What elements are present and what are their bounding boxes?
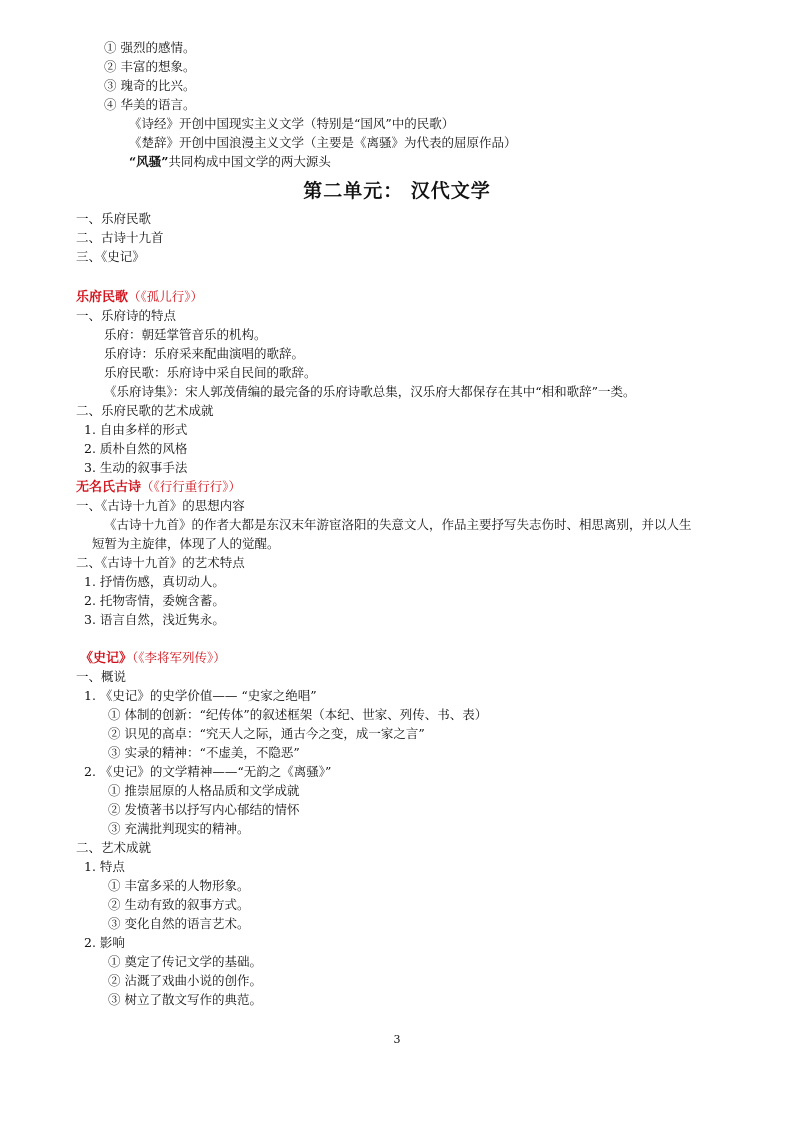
list-item: ① 奠定了传记文学的基础。 (108, 954, 262, 969)
list-item: ④ 华美的语言。 (104, 97, 196, 112)
list-item: ② 生动有致的叙事方式。 (108, 897, 250, 912)
list-item: ② 沾溉了戏曲小说的创作。 (108, 973, 262, 988)
list-item: 3. 语言自然，浅近隽永。 (84, 612, 225, 627)
heading-sub: （《行行重行行》） (141, 479, 242, 494)
list-item: 3. 生动的叙事手法 (84, 460, 188, 475)
list-item: ② 丰富的想象。 (104, 59, 196, 74)
fengsao-line (129, 152, 331, 171)
list-item: ② 识见的高卓：“究天人之际，通古今之变，成一家之言” (108, 726, 425, 741)
list-item: ② 发愤著书以抒写内心郁结的情怀 (108, 802, 300, 817)
heading-text: 《史记》 (80, 651, 133, 666)
subsection-heading: 一、乐府诗的特点 (76, 308, 177, 323)
subsection-heading: 二、艺术成就 (76, 840, 152, 855)
definition-line: 乐府：朝廷掌管音乐的机构。 (104, 327, 267, 342)
subsection-heading: 二、《古诗十九首》的艺术特点 (76, 555, 245, 570)
list-item: ① 丰富多采的人物形象。 (108, 878, 250, 893)
list-item: 2. 影响 (84, 935, 125, 950)
list-item: 1. 抒情伤感，真切动人。 (84, 574, 225, 589)
paragraph-line: 《古诗十九首》的作者大都是东汉末年游宦洛阳的失意文人，作品主要抒写失志伤时、相思离别，并以人生 (104, 517, 692, 532)
list-item: ③ 瑰奇的比兴。 (104, 78, 196, 93)
list-item: ③ 充满批判现实的精神。 (108, 821, 250, 836)
list-item: ① 体制的创新：“纪传体”的叙述框架（本纪、世家、列传、书、表） (108, 707, 488, 722)
heading-sub: （《李将军列传》） (132, 650, 226, 665)
list-item: 1. 特点 (84, 859, 125, 874)
list-item: 2. 托物寄情，委婉含蓄。 (84, 593, 225, 608)
list-item: ③ 变化自然的语言艺术。 (108, 916, 250, 931)
list-item: ③ 树立了散文写作的典范。 (108, 992, 262, 1007)
toc-item: 二、古诗十九首 (76, 230, 164, 245)
list-item: ① 强烈的感情。 (104, 40, 196, 55)
definition-line: 乐府诗：乐府采来配曲演唱的歌辞。 (104, 346, 305, 361)
heading-text: 乐府民歌 (76, 290, 129, 305)
list-item: 2. 《史记》的文学精神——“无韵之《离骚》” (84, 764, 332, 779)
section-heading-yuefu (76, 287, 203, 306)
definition-line: 《乐府诗集》：宋人郭茂倩编的最完备的乐府诗歌总集，汉乐府大都保存在其中“相和歌辞”一类。 (104, 384, 636, 399)
heading-text: 无名氏古诗 (76, 480, 142, 495)
subsection-heading: 一、《古诗十九首》的思想内容 (76, 498, 245, 513)
heading-sub: （《孤儿行》） (128, 289, 204, 304)
fengsao-rest: 共同构成中国文学的两大源头 (168, 154, 331, 169)
subsection-heading: 二、乐府民歌的艺术成就 (76, 403, 214, 418)
section-heading-gushi (76, 477, 241, 496)
toc-item: 一、乐府民歌 (76, 211, 152, 226)
section-heading-shiji (80, 648, 226, 667)
list-item: 1. 《史记》的史学价值—— “史家之绝唱” (84, 688, 317, 703)
fengsao-bold: “风骚” (129, 154, 169, 169)
subsection-heading: 一、概说 (76, 669, 127, 684)
list-item: ① 推崇屈原的人格品质和文学成就 (108, 783, 300, 798)
chuci-line: 《楚辞》开创中国浪漫主义文学（主要是《离骚》为代表的屈原作品） (129, 135, 517, 150)
unit-title: 第二单元： 汉代文学 (303, 180, 491, 202)
list-item: 2. 质朴自然的风格 (84, 441, 188, 456)
paragraph-line: 短暂为主旋律，体现了人的觉醒。 (92, 536, 280, 551)
shijing-line: 《诗经》开创中国现实主义文学（特别是“国风”中的民歌） (129, 116, 455, 131)
list-item: ③ 实录的精神：“不虚美，不隐恶” (108, 745, 300, 760)
list-item: 1. 自由多样的形式 (84, 422, 188, 437)
toc-item: 三、《史记》 (76, 249, 145, 264)
page-number: 3 (393, 1033, 401, 1046)
definition-line: 乐府民歌：乐府诗中采自民间的歌辞。 (104, 365, 317, 380)
